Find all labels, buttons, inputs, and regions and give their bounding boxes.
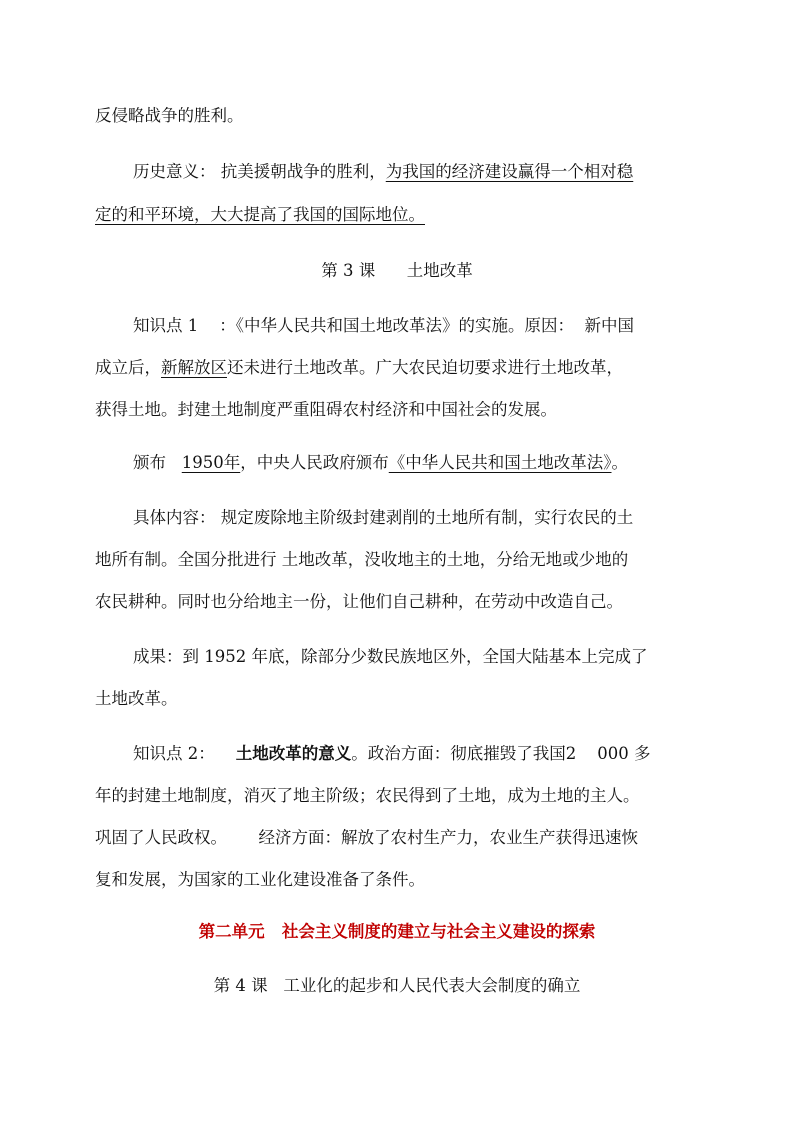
text: 土地改革。 bbox=[95, 689, 178, 708]
underlined-text: 《中华人民共和国土地改革法》 bbox=[388, 453, 612, 472]
paragraph-line bbox=[95, 203, 425, 227]
text: 具体内容： 规定废除地主阶级封建剥削的土地所有制，实行农民的土 bbox=[133, 508, 634, 527]
text: 还未进行土地改革。广大农民迫切要求进行土地改革， bbox=[227, 358, 623, 377]
paragraph-line bbox=[95, 826, 638, 850]
text: 。政治方面：彻底摧毁了我国2 000 多 bbox=[351, 744, 651, 763]
paragraph-line bbox=[95, 590, 623, 614]
paragraph-line bbox=[133, 742, 650, 766]
text: 颁布 bbox=[133, 453, 182, 472]
text: 地所有制。全国分批进行 土地改革，没收地主的土地，分给无地或少地的 bbox=[95, 550, 629, 569]
paragraph-line bbox=[95, 687, 178, 711]
paragraph-line bbox=[133, 451, 628, 475]
underlined-text: 新解放区 bbox=[161, 358, 227, 377]
heading-text: 第二单元 社会主义制度的建立与社会主义建设的探索 bbox=[198, 922, 596, 941]
paragraph-line bbox=[133, 314, 634, 338]
text: 知识点 1 ：《中华人民共和国土地改革法》的实施。原因： 新中国 bbox=[133, 316, 634, 335]
lesson-4-title bbox=[0, 974, 794, 998]
text: 复和发展，为国家的工业化建设准备了条件。 bbox=[95, 870, 425, 889]
text: 农民耕种。同时也分给地主一份，让他们自己耕种，在劳动中改造自己。 bbox=[95, 592, 623, 611]
underlined-text: 1950年 bbox=[181, 453, 241, 472]
text: 获得土地。封建土地制度严重阻碍农村经济和中国社会的发展。 bbox=[95, 400, 557, 419]
underlined-text: 定的和平环境，大大提高了我国的国际地位。 bbox=[95, 205, 425, 224]
paragraph-line bbox=[133, 160, 633, 184]
text: 成立后， bbox=[95, 358, 161, 377]
heading-text: 第 3 课 土地改革 bbox=[321, 261, 473, 280]
paragraph-line bbox=[95, 548, 628, 572]
underlined-text: 为我国的经济建设赢得一个相对稳 bbox=[385, 162, 634, 181]
text: ，中央人民政府颁布 bbox=[240, 453, 389, 472]
text: 知识点 2： bbox=[133, 744, 236, 763]
paragraph-line bbox=[133, 645, 647, 669]
text: 成果：到 1952 年底，除部分少数民族地区外，全国大陆基本上完成了 bbox=[133, 647, 648, 666]
text: 反侵略战争的胜利。 bbox=[95, 106, 244, 125]
text: 。 bbox=[611, 453, 628, 472]
heading-text: 第 4 课 工业化的起步和人民代表大会制度的确立 bbox=[213, 976, 581, 995]
text: 历史意义： 抗美援朝战争的胜利， bbox=[133, 162, 386, 181]
paragraph-line bbox=[95, 868, 425, 892]
text: 巩固了人民政权。 经济方面：解放了农村生产力，农业生产获得迅速恢 bbox=[95, 828, 638, 847]
unit-2-title bbox=[0, 920, 794, 944]
paragraph-line bbox=[95, 104, 244, 128]
bold-text: 土地改革的意义 bbox=[235, 744, 352, 763]
text: 年的封建土地制度，消灭了地主阶级；农民得到了土地，成为土地的主人。 bbox=[95, 786, 640, 805]
paragraph-line bbox=[133, 506, 633, 530]
lesson-3-title bbox=[0, 259, 794, 283]
paragraph-line bbox=[95, 356, 623, 380]
paragraph-line bbox=[95, 398, 557, 422]
paragraph-line bbox=[95, 784, 640, 808]
